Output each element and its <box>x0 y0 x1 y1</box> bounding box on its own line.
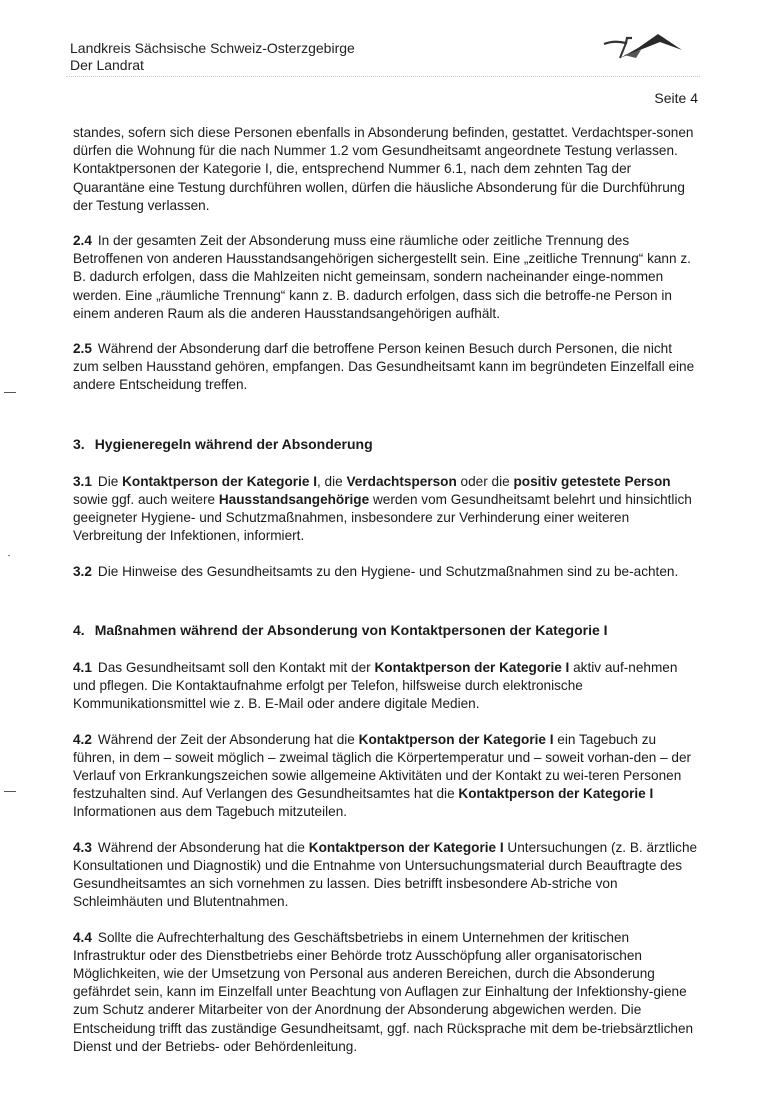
section-number: 2.4 <box>73 233 92 249</box>
issuer-title: Der Landrat <box>70 57 144 73</box>
bold-term: Kontaktperson der Kategorie I <box>374 660 570 676</box>
text-run: werden vom Gesundheitsamt belehrt und hinsichtlich geeigneter Hygiene- und Schutzmaßnahmen, insbesondere zur Verhinderung einer weiteren Verbreitung der Infektionen, informiert. <box>73 492 692 544</box>
heading-title: Hygieneregeln während der Absonderung <box>94 435 373 452</box>
bold-term: Verdachtsperson <box>346 473 457 489</box>
section-4-2 <box>73 731 701 822</box>
bold-term: Kontaktperson der Kategorie I <box>308 839 504 855</box>
section-4-heading <box>73 621 701 639</box>
section-number: 2.5 <box>73 341 92 357</box>
text-run: Während der Zeit der Absonderung hat die <box>97 731 359 747</box>
text-run: , die <box>316 473 347 489</box>
margin-fold-mark <box>4 791 16 792</box>
bold-term: Hausstandsangehörige <box>218 492 370 508</box>
section-3-1 <box>73 473 701 546</box>
section-number: 4.2 <box>73 731 92 747</box>
document-body <box>73 124 701 1056</box>
district-logo-icon <box>596 28 688 64</box>
section-text: Während der Absonderung darf die betroffene Person keinen Besuch durch Personen, die nicht zum selben Hausstand gehören, empfangen. Das Gesundheitsamt kann im begründeten Einzelfall eine andere Entscheidung treffen. <box>73 341 695 393</box>
bold-term: positiv getestete Person <box>513 473 671 489</box>
text-run: Während der Absonderung hat die <box>97 839 309 855</box>
text-run: aktiv auf-nehmen und pflegen. Die Kontaktaufnahme erfolgt per Telefon, hilfsweise durch elektronische Kommunikationsmittel wie z. B. E-Mail oder andere digitale Medien. <box>73 660 678 712</box>
text-run: sowie ggf. auch weitere <box>73 492 219 508</box>
page-number: Seite 4 <box>654 90 698 106</box>
section-2-4 <box>73 232 701 323</box>
text-run: oder die <box>456 473 514 489</box>
section-number: 4.4 <box>73 929 92 945</box>
margin-punch-mark <box>8 555 10 556</box>
section-3-2 <box>73 563 701 581</box>
bold-term: Kontaktperson der Kategorie I <box>122 473 317 489</box>
text-run: Die <box>97 473 123 489</box>
section-4-3 <box>73 839 701 912</box>
continuation-paragraph: standes, sofern sich diese Personen ebenfalls in Absonderung befinden, gestattet. Verdachtsper-sonen dürfen die Wohnung für die nach Nummer 1.2 vom Gesundheitsamt angeordnete Testung verlassen. Kontaktpersonen der Kategorie I, die, entsprechend Nummer 6.1, nach dem zehnten Tag der Quarantäne eine Testung durchführen wollen, dürfen die häusliche Absonderung für die Durchführung der Testung verlassen. <box>73 125 694 213</box>
heading-number: 3. <box>73 435 85 452</box>
section-4-4 <box>73 929 701 1056</box>
section-text: Sollte die Aufrechterhaltung des Geschäftsbetriebs in einem Unternehmen der kritischen Infrastruktur oder des Dienstbetriebs einer Behörde trotz Ausschöpfung aller organisatorischen Möglichkeiten, wie der Umsetzung von Personal aus anderen Bereichen, durch die Absonderung gefährdet sein, kann im Einzelfall unter Beachtung von Auflagen zur Einhaltung der Infektionshy-giene zum Schutz anderer Mitarbeiter von der Anordnung der Absonderung abgewichen werden. Die Entscheidung trifft das zuständige Gesundheitsamt, ggf. nach Rücksprache mit dem be-triebsärztlichen Dienst und der Betriebs- oder Behördenleitung. <box>73 929 694 1054</box>
section-number: 3.2 <box>73 563 92 579</box>
text-run: ein Tagebuch zu führen, in dem – soweit möglich – zweimal täglich die Körpertemperatur und – soweit vorhan-den – der Verlauf von Erkrankungszeichen sowie allgemeine Aktivitäten und der Kontakt zu wei-teren Personen festzuhalten sind. Auf Verlangen des Gesundheitsamtes hat die <box>73 731 692 802</box>
issuer-name: Landkreis Sächsische Schweiz-Osterzgebirge <box>70 40 355 56</box>
section-2-5 <box>73 340 701 395</box>
margin-fold-mark <box>4 392 16 393</box>
section-text: In der gesamten Zeit der Absonderung muss eine räumliche oder zeitliche Trennung des Betroffenen von anderen Hausstandsangehörigen sichergestellt sein. Eine „zeitliche Trennung“ kann z. B. dadurch erfolgen, dass die Mahlzeiten nicht gemeinsam, sondern nacheinander einge-nommen werden. Eine „räumliche Trennung“ kann z. B. dadurch erfolgen, dass sich die betroffe-ne Person in einem anderen Raum als die anderen Hausstandsangehörigen aufhält. <box>73 233 691 321</box>
section-number: 4.1 <box>73 660 92 676</box>
bold-term: Kontaktperson der Kategorie I <box>458 786 654 802</box>
section-3-heading <box>73 435 701 453</box>
section-number: 3.1 <box>73 473 92 489</box>
heading-title: Maßnahmen während der Absonderung von Kontaktpersonen der Kategorie I <box>94 621 608 638</box>
letterhead <box>70 40 355 74</box>
header-divider <box>66 76 700 77</box>
text-run: Das Gesundheitsamt soll den Kontakt mit der <box>97 660 375 676</box>
heading-number: 4. <box>73 621 85 638</box>
text-run: Informationen aus dem Tagebuch mitzuteilen. <box>73 804 348 820</box>
section-number: 4.3 <box>73 839 92 855</box>
bold-term: Kontaktperson der Kategorie I <box>358 731 554 747</box>
section-text: Die Hinweise des Gesundheitsamts zu den Hygiene- und Schutzmaßnahmen sind zu be-achten. <box>97 563 679 579</box>
section-4-1 <box>73 659 701 714</box>
text-run: Untersuchungen (z. B. ärztliche Konsultationen und Diagnostik) und die Entnahme von Untersuchungsmaterial durch Beauftragte des Gesundheitsamtes an sich vornehmen zu lassen. Dies betrifft insbesondere Ab-striche von Schleimhäuten und Blutentnahmen. <box>73 839 698 910</box>
